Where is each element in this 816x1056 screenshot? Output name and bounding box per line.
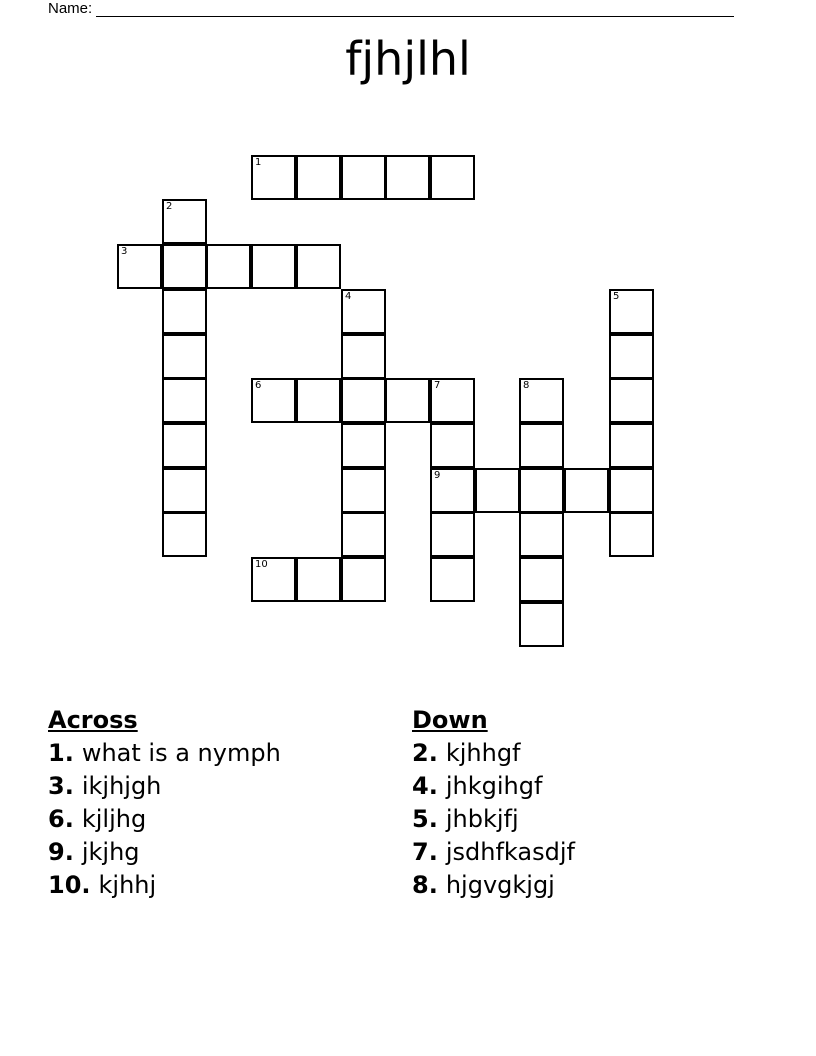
- clue-text: kjhhgf: [445, 739, 521, 767]
- clue-number-label: 6: [255, 380, 262, 391]
- clue-number: 9.: [48, 838, 74, 866]
- grid-cell[interactable]: [117, 244, 162, 289]
- name-label: Name:: [48, 0, 93, 17]
- clue-number-label: 8: [523, 380, 530, 391]
- clue-text: kjhhj: [98, 871, 157, 899]
- clue-number: 2.: [412, 739, 438, 767]
- grid-cell[interactable]: [206, 244, 251, 289]
- clue-number: 7.: [412, 838, 438, 866]
- clue-text: hjgvgkjgj: [445, 871, 555, 899]
- grid-cell[interactable]: [519, 378, 564, 423]
- clue-number-label: 5: [613, 291, 620, 302]
- clue-text: jhkgihgf: [445, 772, 543, 800]
- grid-cell[interactable]: [430, 512, 475, 557]
- clue-down-7: [412, 836, 575, 869]
- grid-cell[interactable]: [564, 468, 609, 513]
- clue-number: 6.: [48, 805, 74, 833]
- clue-number-label: 3: [121, 246, 128, 257]
- grid-cell[interactable]: [296, 557, 341, 602]
- grid-cell[interactable]: [162, 512, 207, 557]
- clue-number: 10.: [48, 871, 91, 899]
- clue-text: jhbkjfj: [445, 805, 519, 833]
- grid-cell[interactable]: [609, 512, 654, 557]
- grid-cell[interactable]: [609, 289, 654, 334]
- clue-across-9: [48, 836, 281, 869]
- grid-cell[interactable]: [341, 423, 386, 468]
- grid-cell[interactable]: [251, 244, 296, 289]
- grid-cell[interactable]: [251, 378, 296, 423]
- clue-number-label: 2: [166, 201, 173, 212]
- grid-cell[interactable]: [162, 423, 207, 468]
- grid-cell[interactable]: [296, 244, 341, 289]
- clue-number-label: 10: [255, 559, 268, 570]
- puzzle-title: fjhjlhl: [345, 32, 471, 86]
- down-heading: Down: [412, 706, 488, 734]
- grid-cell[interactable]: [519, 602, 564, 647]
- grid-cell[interactable]: [430, 378, 475, 423]
- grid-cell[interactable]: [341, 155, 386, 200]
- grid-cell[interactable]: [430, 155, 475, 200]
- grid-cell[interactable]: [341, 289, 386, 334]
- clue-text: kjljhg: [81, 805, 147, 833]
- grid-cell[interactable]: [296, 155, 341, 200]
- clue-number: 8.: [412, 871, 438, 899]
- grid-cell[interactable]: [609, 334, 654, 379]
- across-clues: [48, 704, 281, 902]
- grid-cell[interactable]: [519, 512, 564, 557]
- clue-number: 4.: [412, 772, 438, 800]
- grid-cell[interactable]: [341, 557, 386, 602]
- clue-across-3: [48, 770, 281, 803]
- clue-number: 3.: [48, 772, 74, 800]
- grid-cell[interactable]: [430, 557, 475, 602]
- clue-down-8: [412, 869, 575, 902]
- clue-across-1: [48, 737, 281, 770]
- grid-cell[interactable]: [162, 468, 207, 513]
- clue-across-6: [48, 803, 281, 836]
- grid-cell[interactable]: [162, 334, 207, 379]
- grid-cell[interactable]: [341, 378, 386, 423]
- grid-cell[interactable]: [519, 557, 564, 602]
- grid-cell[interactable]: [296, 378, 341, 423]
- clue-text: ikjhjgh: [81, 772, 162, 800]
- clue-text: what is a nymph: [81, 739, 281, 767]
- grid-cell[interactable]: [341, 512, 386, 557]
- grid-cell[interactable]: [609, 468, 654, 513]
- grid-cell[interactable]: [251, 557, 296, 602]
- grid-cell[interactable]: [162, 378, 207, 423]
- clue-number: 5.: [412, 805, 438, 833]
- clue-text: jkjhg: [81, 838, 140, 866]
- clue-number-label: 1: [255, 157, 262, 168]
- clue-number-label: 9: [434, 470, 441, 481]
- clue-across-10: [48, 869, 281, 902]
- grid-cell[interactable]: [519, 468, 564, 513]
- clue-down-2: [412, 737, 575, 770]
- grid-cell[interactable]: [609, 423, 654, 468]
- grid-cell[interactable]: [162, 289, 207, 334]
- clue-number-label: 7: [434, 380, 441, 391]
- grid-cell[interactable]: [251, 155, 296, 200]
- grid-cell[interactable]: [519, 423, 564, 468]
- clue-text: jsdhfkasdjf: [445, 838, 575, 866]
- grid-cell[interactable]: [162, 244, 207, 289]
- clue-number-label: 4: [345, 291, 352, 302]
- grid-cell[interactable]: [430, 423, 475, 468]
- grid-cell[interactable]: [162, 199, 207, 244]
- clue-down-5: [412, 803, 575, 836]
- grid-cell[interactable]: [341, 334, 386, 379]
- clue-down-4: [412, 770, 575, 803]
- clue-number: 1.: [48, 739, 74, 767]
- grid-cell[interactable]: [609, 378, 654, 423]
- grid-cell[interactable]: [341, 468, 386, 513]
- across-heading: Across: [48, 706, 138, 734]
- grid-cell[interactable]: [430, 468, 475, 513]
- grid-cell[interactable]: [385, 155, 430, 200]
- grid-cell[interactable]: [385, 378, 430, 423]
- grid-cell[interactable]: [475, 468, 520, 513]
- down-clues: [412, 704, 575, 902]
